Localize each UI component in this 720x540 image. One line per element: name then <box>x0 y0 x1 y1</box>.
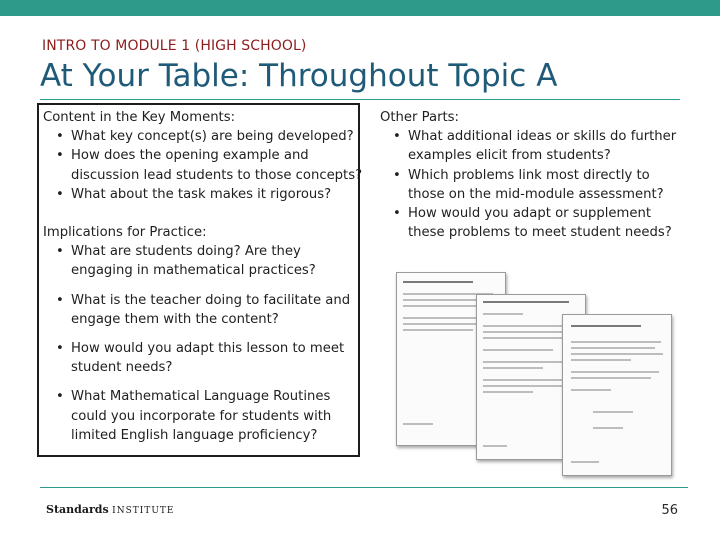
list-item: • What key concept(s) are being developed? <box>43 127 363 146</box>
list-item: • What are students doing? Are they engaging in mathematical practices? <box>43 242 363 280</box>
other-parts-heading: Other Parts: <box>380 110 459 125</box>
logo-sub-text: INSTITUTE <box>112 506 175 516</box>
top-accent-bar <box>0 0 720 16</box>
implications-list-2 <box>43 291 363 329</box>
list-item: • What about the task makes it rigorous? <box>43 185 363 204</box>
implications-list-3 <box>43 339 363 377</box>
list-item: • Which problems link most directly to those on the mid-module assessment? <box>380 166 690 204</box>
lesson-page-thumbnails <box>390 268 690 468</box>
list-item: • How would you adapt this lesson to meet student needs? <box>43 339 363 377</box>
logo-main-text: Standards <box>46 503 109 516</box>
list-item: • What Mathematical Language Routines could you incorporate for students with limited English language proficiency? <box>43 387 363 445</box>
implications-heading: Implications for Practice: <box>43 225 207 241</box>
right-column <box>380 108 690 242</box>
list-item: • What additional ideas or skills do further examples elicit from students? <box>380 127 690 165</box>
list-item: • How would you adapt or supplement these problems to meet student needs? <box>380 204 690 242</box>
implications-list-4 <box>43 387 363 445</box>
page-number: 56 <box>661 503 678 518</box>
list-item: • What is the teacher doing to facilitate and engage them with the content? <box>43 291 363 329</box>
key-moments-heading: Content in the Key Moments: <box>43 110 236 125</box>
slide-title: At Your Table: Throughout Topic A <box>40 58 558 94</box>
other-parts-list <box>380 127 690 242</box>
module-kicker: INTRO TO MODULE 1 (HIGH SCHOOL) <box>42 38 307 54</box>
implications-list <box>43 242 363 280</box>
title-divider <box>40 99 680 100</box>
footer-divider <box>40 487 688 488</box>
lesson-page-thumbnail <box>562 314 672 476</box>
left-column <box>43 108 363 445</box>
list-item: • How does the opening example and discussion lead students to those concepts? <box>43 146 363 184</box>
standards-institute-logo <box>46 503 174 516</box>
key-moments-list <box>43 127 363 204</box>
